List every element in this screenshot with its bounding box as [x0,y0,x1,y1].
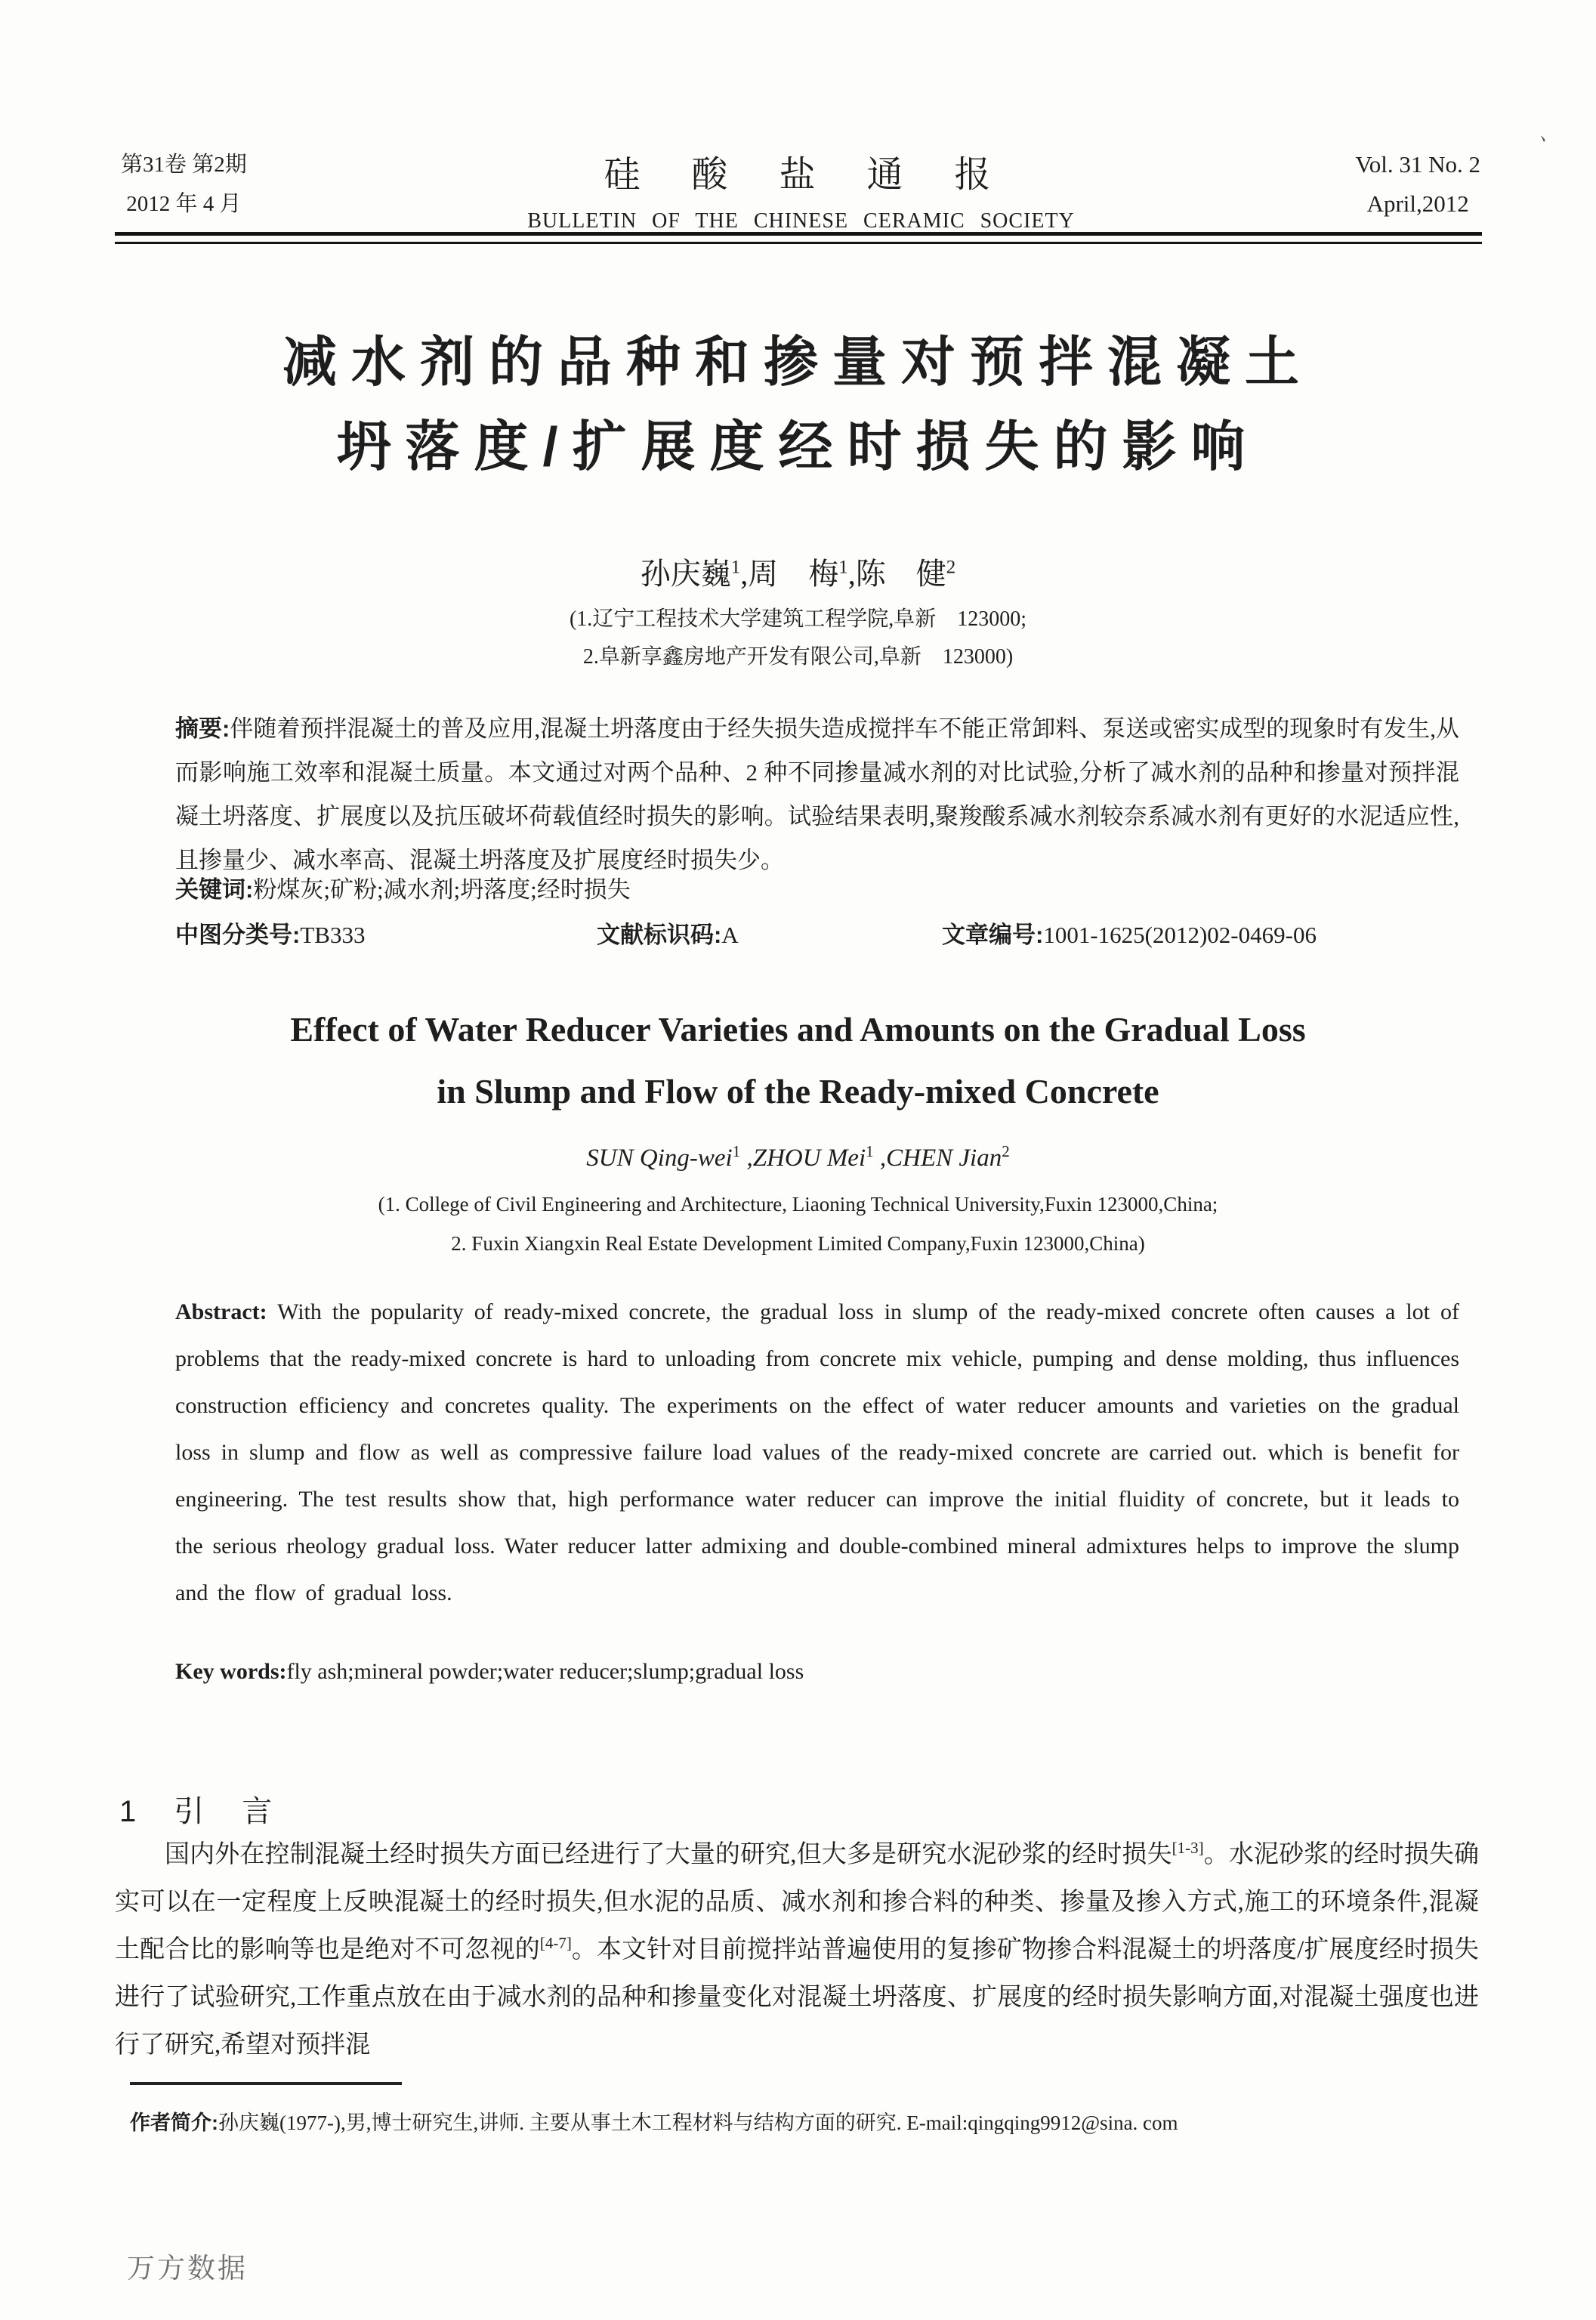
clc-value: TB333 [300,922,366,948]
doc-value: A [721,922,739,948]
affiliations-cn [0,601,1596,676]
affiliations-en [0,1185,1596,1263]
intro-ref-1: [1-3] [1172,1839,1204,1857]
section-1-number: 1 [119,1795,141,1828]
author-sep-2: , [847,557,856,591]
affiliation-cn-2: 2.阜新享鑫房地产开发有限公司,阜新 123000) [582,645,1014,669]
article-title-en-line1: Effect of Water Reducer Varieties and Amounts on the Gradual Loss [290,1010,1306,1049]
affiliation-cn-1: (1.辽宁工程技术大学建筑工程学院,阜新 123000; [569,607,1027,631]
article-title-cn-line1: 减水剂的品种和掺量对预拌混凝土 [282,332,1314,393]
date-cn: 2012 年 4 月 [126,192,242,216]
author-cn-1: 孙庆巍 [640,557,731,591]
authors-cn [0,550,1596,593]
keywords-cn [175,870,1459,904]
affiliation-en-2: 2. Fuxin Xiangxin Real Estate Development Limited Company,Fuxin 123000,China) [451,1232,1145,1255]
author-bio-text: 孙庆巍(1977-),男,博士研究生,讲师. 主要从事土木工程材料与结构方面的研究. E-mail:qingqing9912@sina. com [218,2111,1178,2134]
header-issue-block [121,145,247,224]
author-cn-1-sup: 1 [730,557,741,578]
article-title-cn-line2: 坍落度/扩展度经时损失的影响 [336,417,1260,477]
author-cn-2-sup: 1 [838,557,848,578]
author-en-2-sup: 1 [866,1142,874,1160]
article-title-en-line2: in Slump and Flow of the Ready-mixed Concrete [437,1072,1159,1111]
keywords-en-text: fly ash;mineral powder;water reducer;slump;gradual loss [286,1659,804,1684]
footnote-divider [130,2082,402,2085]
section-1-heading [119,1787,276,1830]
author-en-3: CHEN Jian [886,1145,1002,1172]
intro-ref-2: [4-7] [539,1934,572,1952]
art-value: 1001-1625(2012)02-0469-06 [1043,922,1317,948]
article-title-cn [0,320,1596,490]
journal-header [121,145,1480,233]
author-en-sep-1: , [740,1145,753,1172]
keywords-cn-label: 关键词: [175,876,254,903]
keywords-en [175,1659,1459,1685]
document-code [597,916,739,950]
keywords-cn-text: 粉煤灰;矿粉;减水剂;坍落度;经时损失 [253,876,631,903]
article-title-en [0,999,1596,1123]
abstract-cn-text: 伴随着预拌混凝土的普及应用,混凝土坍落度由于经失损失造成搅拌车不能正常卸料、泵送或密实成型的现象时有发生,从而影响施工效率和混凝土质量。本文通过对两个品种、2 种不同掺量减水剂的对比试验,分析了减水剂的品种和掺量对预拌混凝土坍落度、扩展度以及抗压破坏荷载值经时损失的影响。试验结果表明,聚羧酸系减水剂较奈系减水剂有更好的水泥适应性,且掺量少、减水率高、混凝土坍落度及扩展度经时损失少。 [175,715,1460,873]
journal-name-block [527,145,1075,233]
wanfang-watermark: 万方数据 [127,2254,248,2284]
author-en-1-sup: 1 [732,1142,741,1160]
author-en-1: SUN Qing-wei [586,1145,733,1172]
date-en: April,2012 [1366,190,1469,217]
header-divider [115,232,1482,244]
clc-label: 中图分类号: [175,922,301,948]
author-en-sep-2: , [873,1145,887,1172]
scan-artifact: 、 [1538,122,1563,148]
journal-name-cn: 硅 酸 盐 通 报 [604,155,999,195]
author-en-2: ZHOU Mei [752,1145,866,1172]
abstract-en-label: Abstract: [175,1299,267,1324]
article-id [942,916,1317,950]
clc-number [175,916,365,950]
section-1-word2: 言 [242,1795,277,1828]
author-sep-1: , [740,557,749,591]
author-cn-3: 陈 健 [855,557,946,591]
abstract-en [175,1289,1459,1617]
volume-issue-en: Vol. 31 No. 2 [1355,151,1480,178]
section-1-word1: 引 [174,1795,209,1828]
keywords-en-label: Key words: [175,1659,287,1684]
journal-name-en: BULLETIN OF THE CHINESE CERAMIC SOCIETY [527,209,1075,233]
affiliation-en-1: (1. College of Civil Engineering and Architecture, Liaoning Technical University,Fuxin 123000,China; [378,1193,1218,1216]
abstract-cn [175,707,1459,882]
intro-text-2: 。水泥砂浆的经时损失确实可以在一定程度上反映混凝土的经时损失,但水泥的品质、减水剂和掺合料的种类、掺量及掺入方式,施工的环境条件,混凝土配合比的影响等也是绝对不可忽视的 [115,1841,1480,1963]
intro-paragraph [115,1831,1479,2069]
author-cn-3-sup: 2 [946,557,956,578]
author-bio-footnote [130,2106,1482,2139]
authors-en [0,1142,1596,1172]
abstract-en-text: With the popularity of ready-mixed concrete, the gradual loss in slump of the ready-mixed concrete often causes a lot of problems that the ready-mixed concrete is hard to unloading from concrete mix vehicle, pumping and dense molding, thus influences construction efficiency and concretes quality. The experiments on the effect of water reducer amounts and varieties on the gradual loss in slump and flow as well as compressive failure load values of the ready-mixed concrete are carried out. which is benefit for engineering. The test results show that, high performance water reducer can improve the initial fluidity of concrete, but it leads to the serious rheology gradual loss. Water reducer latter admixing and double-combined mineral admixtures helps to improve the slump and the flow of gradual loss. [175,1299,1459,1605]
doc-label: 文献标识码: [597,922,722,948]
header-vol-block [1355,145,1480,224]
author-cn-2: 周 梅 [748,557,839,591]
abstract-cn-label: 摘要: [175,715,230,742]
volume-issue-cn: 第31卷 第2期 [121,153,247,177]
article-meta [175,916,1459,949]
author-en-3-sup: 2 [1002,1142,1010,1160]
art-label: 文章编号: [942,922,1044,948]
author-bio-label: 作者简介: [130,2111,218,2134]
intro-text-3: 。本文针对目前搅拌站普遍使用的复掺矿物掺合料混凝土的坍落度/扩展度经时损失进行了试验研究,工作重点放在由于减水剂的品种和掺量变化对混凝土坍落度、扩展度的经时损失影响方面,对混凝土强度也进行了研究,希望对预拌混 [115,1936,1480,2059]
intro-text-1: 国内外在控制混凝土经时损失方面已经进行了大量的研究,但大多是研究水泥砂浆的经时损失 [165,1841,1172,1868]
